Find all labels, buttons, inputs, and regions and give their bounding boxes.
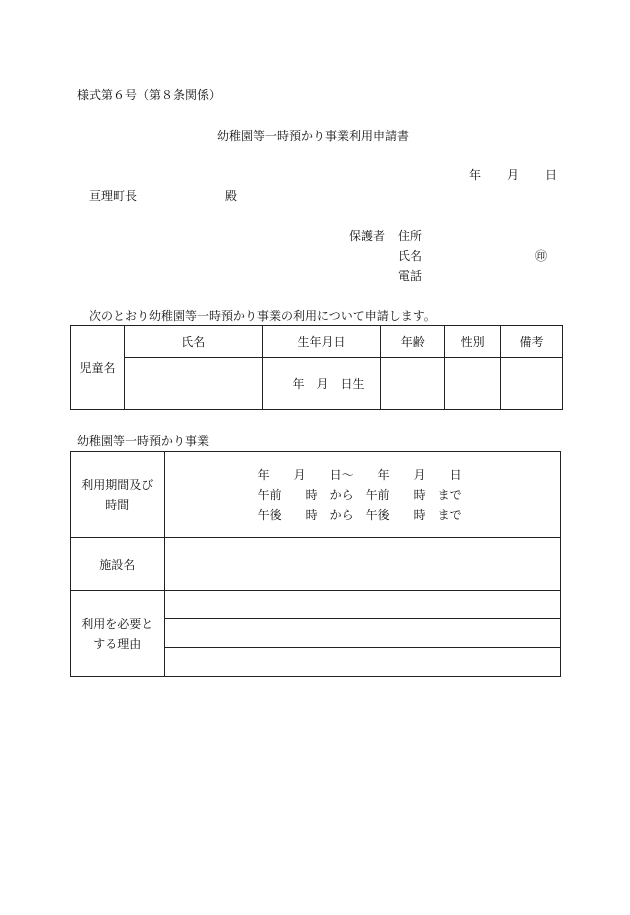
reason-line-3[interactable] (164, 648, 560, 677)
facility-label: 施設名 (71, 538, 165, 591)
child-table (70, 325, 563, 410)
form-number: 様式第６号（第８条関係） (77, 88, 222, 102)
header-birthdate: 生年月日 (262, 326, 381, 358)
page-title: 幼稚園等一時預かり事業利用申請書 (217, 129, 410, 143)
addressee-name: 亘理町長 (89, 189, 138, 203)
applicant-role: 保護者 (349, 229, 386, 243)
child-name-cell[interactable] (124, 358, 262, 410)
seal-icon: ㊞ (535, 249, 548, 263)
period-line-am: 午前 時 から 午前 時 まで (257, 487, 462, 502)
date-year: 年 (469, 168, 482, 182)
date-day: 日 (545, 168, 558, 182)
period-line-pm: 午後 時 から 午後 時 まで (257, 507, 462, 522)
address-label: 住所 (398, 229, 423, 243)
intro-text: 次のとおり幼稚園等一時預かり事業の利用について申請します。 (89, 309, 436, 323)
sex-cell[interactable] (445, 358, 501, 410)
reason-line-1[interactable] (164, 591, 560, 619)
name-label: 氏名 (398, 249, 423, 263)
phone-label: 電話 (398, 269, 423, 283)
reason-label: 利用を必要とする理由 (71, 591, 165, 677)
header-name: 氏名 (124, 326, 262, 358)
birthdate-value: 年 月 日生 (292, 377, 365, 391)
date-month: 月 (507, 168, 520, 182)
remarks-cell[interactable] (501, 358, 563, 410)
birthdate-cell[interactable] (262, 358, 381, 410)
facility-cell[interactable] (164, 538, 560, 591)
header-sex: 性別 (445, 326, 501, 358)
child-name-row-label: 児童名 (71, 326, 125, 410)
header-age: 年齢 (381, 326, 445, 358)
period-line-date: 年 月 日～ 年 月 日 (257, 467, 462, 482)
period-label: 利用期間及び時間 (71, 452, 165, 538)
usage-table (70, 451, 561, 677)
section-label: 幼稚園等一時預かり事業 (77, 434, 210, 448)
reason-line-2[interactable] (164, 619, 560, 648)
period-cell[interactable] (164, 452, 560, 538)
age-cell[interactable] (381, 358, 445, 410)
addressee-honorific: 殿 (225, 189, 238, 203)
header-remarks: 備考 (501, 326, 563, 358)
